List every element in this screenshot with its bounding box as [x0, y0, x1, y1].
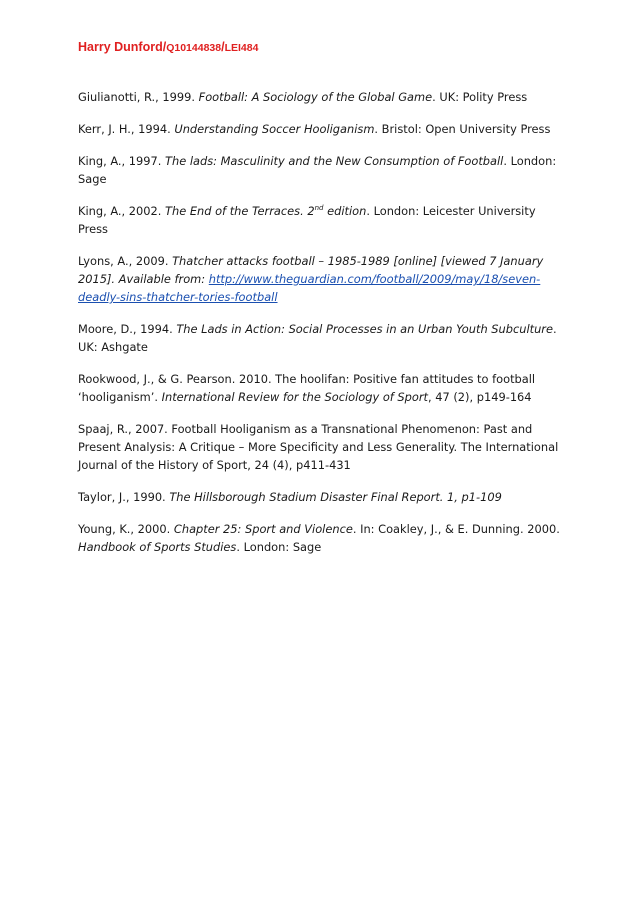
- reference-publisher: . Bristol: Open University Press: [374, 122, 551, 136]
- reference-entry: [78, 420, 568, 474]
- reference-entry: [78, 252, 568, 306]
- reference-title: Chapter 25: Sport and Violence: [173, 522, 353, 536]
- reference-author: Giulianotti, R., 1999.: [78, 90, 199, 104]
- reference-entry: [78, 320, 568, 356]
- reference-author: Lyons, A., 2009.: [78, 254, 173, 268]
- reference-author: Moore, D., 1994.: [78, 322, 177, 336]
- reference-entry: [78, 202, 568, 238]
- reference-publisher: . In: Coakley, J., & E. Dunning. 2000.: [352, 522, 560, 536]
- reference-author: Kerr, J. H., 1994.: [78, 122, 175, 136]
- reference-author: Rookwood, J., & G. Pearson. 2010. The hoolifan: Positive fan attitudes to football ‘hooliganism’.: [78, 372, 536, 404]
- reference-title: The Hillsborough Stadium Disaster Final Report. 1, p1-109: [169, 490, 502, 504]
- reference-book-title: Handbook of Sports Studies: [78, 540, 237, 554]
- reference-publisher: , 47 (2), p149-164: [428, 390, 532, 404]
- reference-entry: [78, 370, 568, 406]
- author-name: Harry Dunford/: [78, 40, 167, 54]
- reference-list: [78, 88, 568, 570]
- reference-entry: [78, 520, 568, 556]
- author-header: [78, 40, 258, 54]
- edition-superscript: nd: [314, 204, 324, 213]
- reference-author: King, A., 1997.: [78, 154, 166, 168]
- reference-publisher: . UK: Ashgate: [78, 322, 557, 354]
- reference-author: Young, K., 2000.: [78, 522, 174, 536]
- reference-title: The Lads in Action: Social Processes in an Urban Youth Subculture: [176, 322, 553, 336]
- reference-author: King, A., 2002.: [78, 204, 166, 218]
- reference-title: Football: A Sociology of the Global Game: [198, 90, 433, 104]
- reference-title-edition: edition: [323, 204, 367, 218]
- reference-book-publisher: . London: Sage: [236, 540, 322, 554]
- reference-title: Thatcher attacks football – 1985-1989 [online] [viewed 7 January 2015]. Available from:: [78, 254, 544, 286]
- reference-title: Understanding Soccer Hooliganism: [174, 122, 375, 136]
- module-code: LEI484: [224, 42, 259, 54]
- reference-title: The lads: Masculinity and the New Consumption of Football: [165, 154, 504, 168]
- reference-entry: [78, 88, 568, 106]
- reference-publisher: . UK: Polity Press: [432, 90, 528, 104]
- reference-title: International Review for the Sociology of Sport: [161, 390, 428, 404]
- reference-title-text: The End of the Terraces. 2: [165, 204, 315, 218]
- reference-url-link[interactable]: http://www.theguardian.com/football/2009/may/18/seven-deadly-sins-thatcher-tories-football: [78, 272, 541, 304]
- reference-publisher: . London: Sage: [78, 154, 557, 186]
- reference-entry: [78, 120, 568, 138]
- reference-entry: [78, 488, 568, 506]
- reference-title: [165, 204, 366, 218]
- reference-entry: [78, 152, 568, 188]
- header-separator: /: [221, 40, 225, 54]
- student-id: Q10144838: [166, 42, 222, 54]
- reference-author: Taylor, J., 1990.: [78, 490, 170, 504]
- reference-text: Spaaj, R., 2007. Football Hooliganism as a Transnational Phenomenon: Past and Present Analysis: A Critique – More Specificity and Less Generality. The International Journal of the History of Sport, 24 (4), p411-431: [78, 422, 559, 472]
- reference-publisher: . London: Leicester University Press: [78, 204, 536, 236]
